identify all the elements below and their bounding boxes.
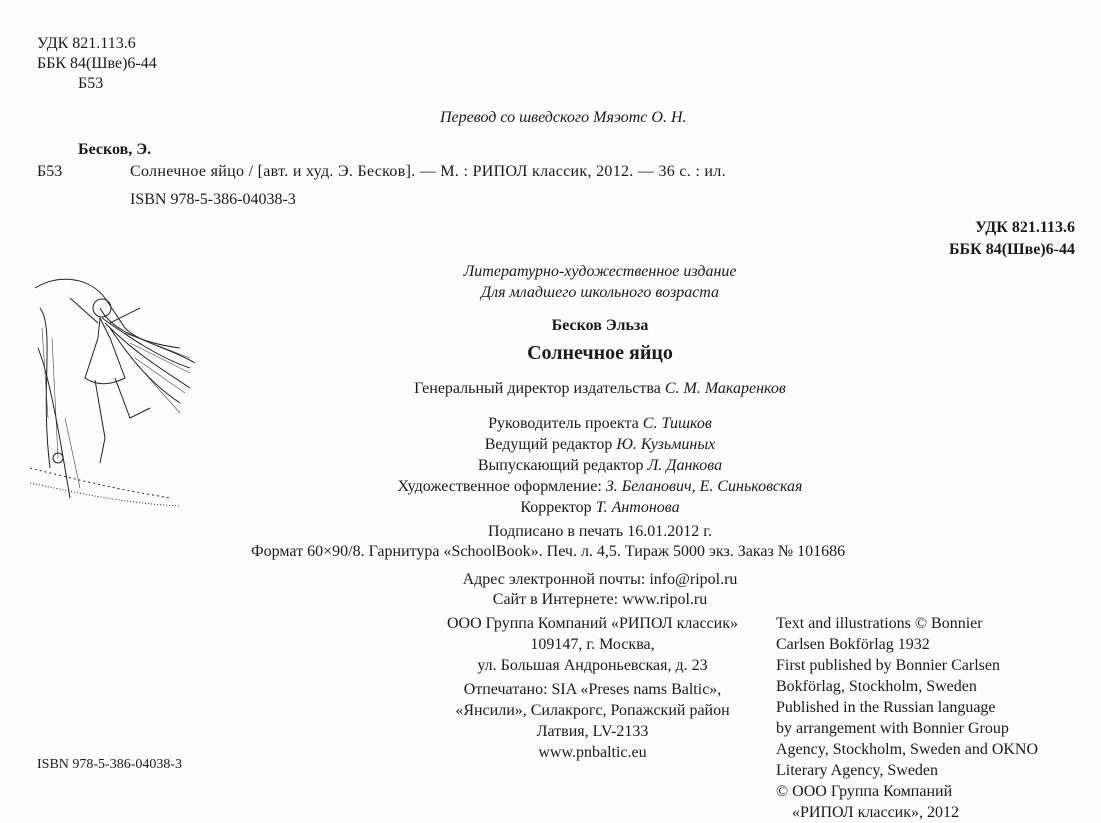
edition-age: Для младшего школьного возраста xyxy=(480,284,720,301)
copyright-line: Literary Agency, Sweden xyxy=(776,762,939,779)
copyright-line: © ООО Группа Компаний xyxy=(776,783,953,800)
staff-name: С. Тишков xyxy=(642,415,712,432)
staff-name: З. Беланович, Е. Синьковская xyxy=(605,478,803,495)
printer-line: Латвия, LV-2133 xyxy=(536,723,649,740)
publisher-line: ООО Группа Компаний «РИПОЛ классик» xyxy=(447,615,738,632)
udk-code: УДК 821.113.6 xyxy=(37,35,136,52)
general-director xyxy=(300,379,900,399)
staff-role: Руководитель проекта xyxy=(488,415,639,432)
copyright-line: Text and illustrations © Bonnier xyxy=(776,615,983,632)
staff-row xyxy=(300,413,900,434)
copyright-line: Carlsen Bokförlag 1932 xyxy=(776,636,930,653)
catalog-udk: УДК 821.113.6 xyxy=(975,219,1075,236)
publisher-line: 109147, г. Москва, xyxy=(530,636,655,653)
printer-line: www.pnbaltic.eu xyxy=(538,744,647,761)
translation-credit: Перевод со шведского Мяэотс О. Н. xyxy=(440,109,687,126)
director-role: Генеральный директор издательства xyxy=(414,380,661,397)
book-title: Солнечное яйцо xyxy=(527,342,673,364)
signed-date: Подписано в печать 16.01.2012 г. xyxy=(488,523,712,540)
contact-site: Сайт в Интернете: www.ripol.ru xyxy=(492,591,708,608)
staff-role: Корректор xyxy=(520,499,592,516)
publisher-address xyxy=(410,613,775,676)
staff-row xyxy=(300,476,900,497)
copyright-line: First published by Bonnier Carlsen xyxy=(776,657,1000,674)
staff-role: Художественное оформление: xyxy=(397,478,602,495)
print-format: Формат 60×90/8. Гарнитура «SchoolBook». Печ. л. 4,5. Тираж 5000 экз. Заказ № 101686 xyxy=(251,543,846,560)
copyright-line: by arrangement with Bonnier Group xyxy=(776,720,1009,737)
staff-name: Ю. Кузьминых xyxy=(616,436,716,453)
copyright-line: Agency, Stockholm, Sweden and OKNO xyxy=(776,741,1039,758)
printer-line: «Янсили», Силакрогс, Ропажский район xyxy=(455,702,730,719)
printer-info xyxy=(410,679,775,763)
director-name: С. М. Макаренков xyxy=(664,380,786,397)
copyright-line: Published in the Russian language xyxy=(776,699,996,716)
girl-illustration xyxy=(30,268,200,508)
bottom-isbn: ISBN 978-5-386-04038-3 xyxy=(37,757,183,772)
staff-row xyxy=(300,455,900,476)
publisher-line: ул. Большая Андроньевская, д. 23 xyxy=(477,657,708,674)
copyright-notice xyxy=(776,613,1038,823)
author-mark: Б53 xyxy=(78,75,104,92)
catalog-isbn: ISBN 978-5-386-04038-3 xyxy=(130,191,296,208)
edition-type: Литературно-художественное издание xyxy=(463,263,737,280)
staff-list xyxy=(300,413,900,518)
printer-line: Отпечатано: SIA «Preses nams Baltic», xyxy=(463,681,722,698)
catalog-mark: Б53 xyxy=(37,163,63,180)
contact-email: Адрес электронной почты: info@ripol.ru xyxy=(462,571,738,588)
catalog-description: Солнечное яйцо / [авт. и худ. Э. Бесков]. — М. : РИПОЛ классик, 2012. — 36 с. : ил. xyxy=(130,163,726,180)
copyright-line: «РИПОЛ классик», 2012 xyxy=(792,804,960,821)
staff-row xyxy=(300,434,900,455)
book-author: Бесков Эльза xyxy=(551,317,649,334)
staff-row xyxy=(300,497,900,518)
bbk-code: ББК 84(Шве)6-44 xyxy=(37,55,157,72)
catalog-bbk: ББК 84(Шве)6-44 xyxy=(948,241,1075,258)
copyright-line: Bokförlag, Stockholm, Sweden xyxy=(776,678,977,695)
staff-name: Л. Данкова xyxy=(647,457,723,474)
staff-role: Выпускающий редактор xyxy=(477,457,644,474)
staff-name: Т. Антонова xyxy=(595,499,680,516)
catalog-author: Бесков, Э. xyxy=(78,141,152,158)
staff-role: Ведущий редактор xyxy=(484,436,613,453)
